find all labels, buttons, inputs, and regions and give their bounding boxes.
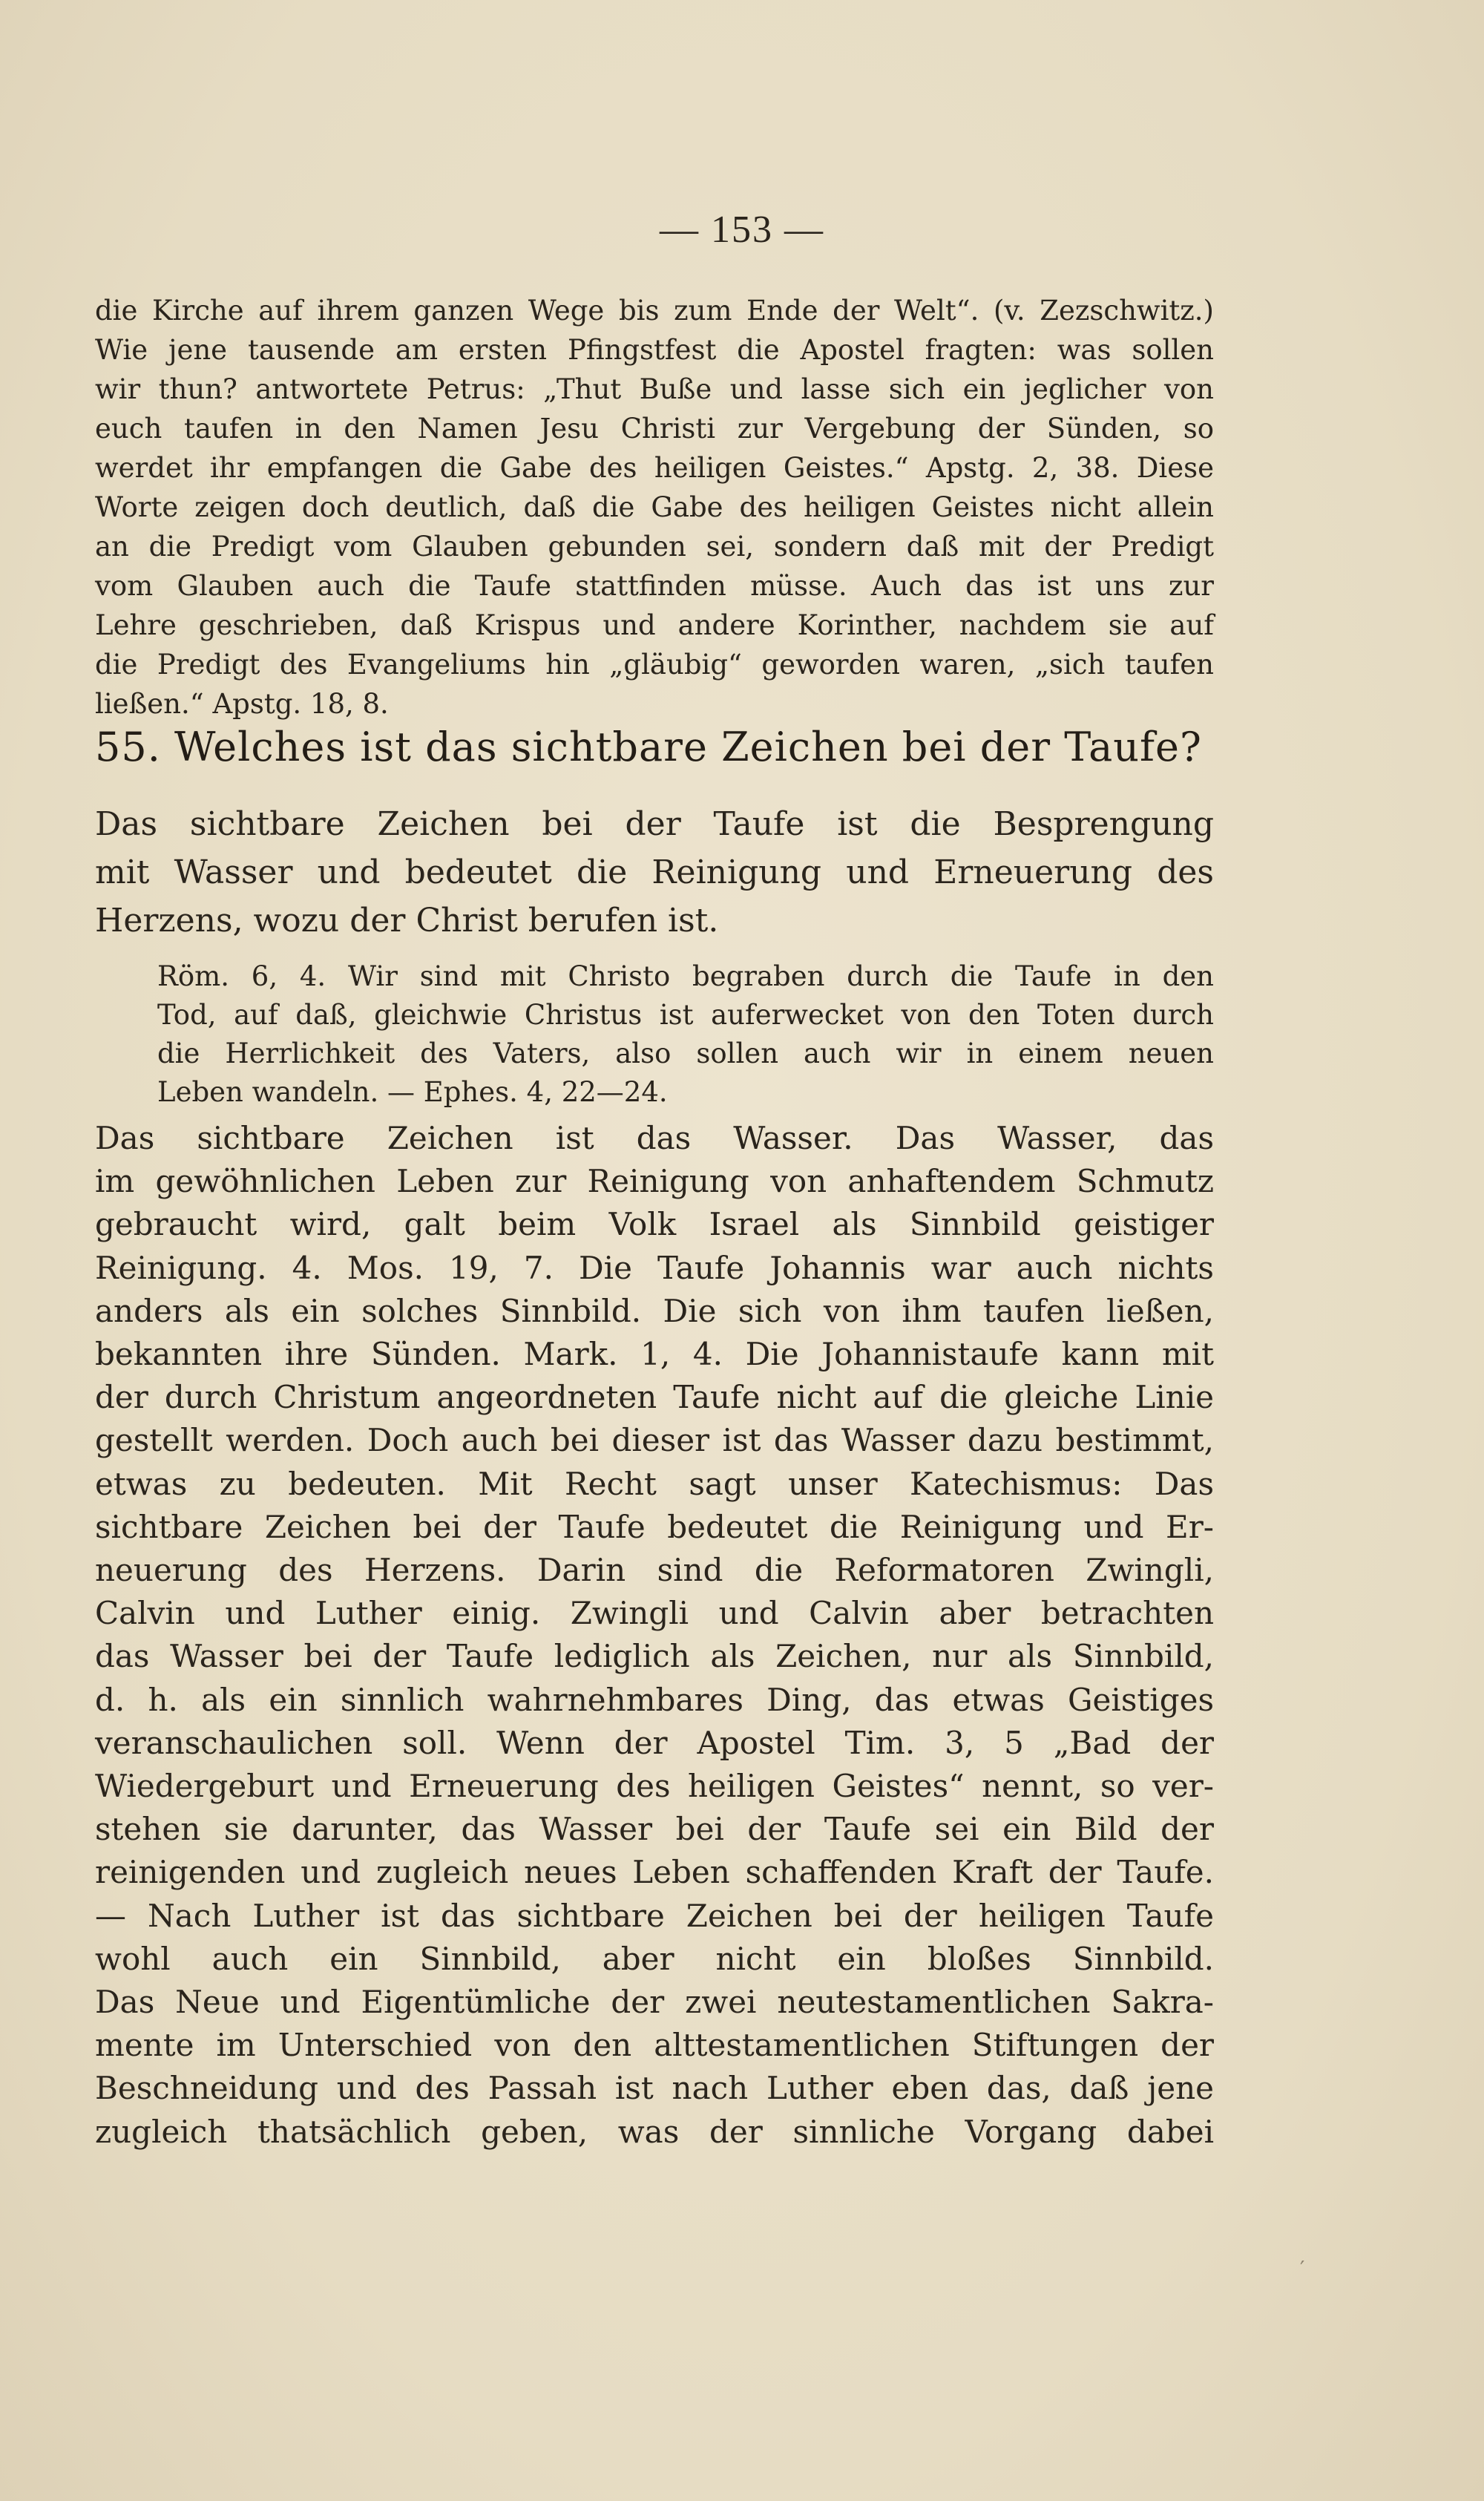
text-line: Wie jene tausende am ersten Pfingstfest die Apostel fragten: was sollen	[95, 334, 1214, 366]
text-line: die Predigt des Evangeliums hin „gläubig“ geworden waren, „sich taufen	[95, 649, 1214, 681]
text-line: — Nach Luther ist das sichtbare Zeichen bei der heiligen Taufe	[95, 1897, 1214, 1934]
text-line: Herzens, wozu der Christ berufen ist.	[95, 902, 719, 940]
text-line: Wiedergeburt und Erneuerung des heiligen Geistes“ nennt, so ver-	[95, 1768, 1214, 1805]
intro-paragraph	[95, 291, 1214, 724]
text-line: sichtbare Zeichen bei der Taufe bedeutet die Reinigung und Er-	[95, 1508, 1214, 1545]
page-number: — 153 —	[660, 209, 824, 251]
text-line: Röm. 6, 4. Wir sind mit Christo begraben durch die Taufe in den	[157, 960, 1214, 992]
text-line: etwas zu bedeuten. Mit Recht sagt unser Katechismus: Das	[95, 1465, 1214, 1502]
text-line: werdet ihr empfangen die Gabe des heiligen Geistes.“ Apstg. 2, 38. Diese	[95, 452, 1214, 484]
text-line: d. h. als ein sinnlich wahrnehmbares Ding, das etwas Geistiges	[95, 1681, 1214, 1718]
question-heading: 55. Welches ist das sichtbare Zeichen bei der Taufe?	[95, 724, 1202, 770]
text-line: Beschneidung und des Passah ist nach Luther eben das, daß jene	[95, 2070, 1214, 2107]
text-line: Leben wandeln. — Ephes. 4, 22—24.	[157, 1076, 668, 1108]
text-line: ließen.“ Apstg. 18, 8.	[95, 688, 389, 720]
text-line: Reinigung. 4. Mos. 19, 7. Die Taufe Johannis war auch nichts	[95, 1249, 1214, 1286]
text-line: zugleich thatsächlich geben, was der sinnliche Vorgang dabei	[95, 2113, 1214, 2150]
text-line: veranschaulichen soll. Wenn der Apostel Tim. 3, 5 „Bad der	[95, 1724, 1214, 1761]
text-line: euch taufen in den Namen Jesu Christi zur Vergebung der Sünden, so	[95, 413, 1214, 445]
text-line: Calvin und Luther einig. Zwingli und Calvin aber betrachten	[95, 1595, 1214, 1632]
text-line: gestellt werden. Doch auch bei dieser ist das Wasser dazu bestimmt,	[95, 1422, 1214, 1459]
text-line: die Herrlichkeit des Vaters, also sollen auch wir in einem neuen	[157, 1038, 1214, 1069]
text-line: Das Neue und Eigentümliche der zwei neutestamentlichen Sakra-	[95, 1984, 1214, 2021]
text-line: mit Wasser und bedeutet die Reinigung und Erneuerung des	[95, 853, 1214, 891]
text-line: gebraucht wird, galt beim Volk Israel als Sinnbild geistiger	[95, 1206, 1214, 1243]
text-line: bekannten ihre Sünden. Mark. 1, 4. Die Johannistaufe kann mit	[95, 1336, 1214, 1373]
text-line: an die Predigt vom Glauben gebunden sei, sondern daß mit der Predigt	[95, 531, 1214, 563]
text-line: Tod, auf daß, gleichwie Christus ist auferwecket von den Toten durch	[157, 999, 1214, 1031]
text-line: Lehre geschrieben, daß Krispus und andere Korinther, nachdem sie auf	[95, 609, 1214, 641]
text-line: wohl auch ein Sinnbild, aber nicht ein bloßes Sinnbild.	[95, 1940, 1214, 1977]
paper-speck: ′	[1300, 2256, 1305, 2281]
text-line: mente im Unterschied von den alttestamentlichen Stiftungen der	[95, 2027, 1214, 2064]
text-line: wir thun? antwortete Petrus: „Thut Buße und lasse sich ein jeglicher von	[95, 373, 1214, 405]
text-line: die Kirche auf ihrem ganzen Wege bis zum Ende der Welt“. (v. Zezschwitz.)	[95, 295, 1214, 327]
text-line: stehen sie darunter, das Wasser bei der Taufe sei ein Bild der	[95, 1811, 1214, 1848]
text-line: das Wasser bei der Taufe lediglich als Zeichen, nur als Sinnbild,	[95, 1638, 1214, 1675]
text-line: anders als ein solches Sinnbild. Die sich von ihm taufen ließen,	[95, 1292, 1214, 1329]
text-line: Das sichtbare Zeichen bei der Taufe ist die Besprengung	[95, 805, 1214, 843]
text-line: der durch Christum angeordneten Taufe nicht auf die gleiche Linie	[95, 1379, 1214, 1416]
text-line: neuerung des Herzens. Darin sind die Reformatoren Zwingli,	[95, 1552, 1214, 1589]
explanation-paragraph	[95, 1117, 1214, 2154]
text-line: reinigenden und zugleich neues Leben schaffenden Kraft der Taufe.	[95, 1854, 1214, 1891]
scripture-citation	[157, 957, 1214, 1112]
text-line: Das sichtbare Zeichen ist das Wasser. Das Wasser, das	[95, 1120, 1214, 1156]
text-line: im gewöhnlichen Leben zur Reinigung von anhaftendem Schmutz	[95, 1163, 1214, 1200]
text-line: Worte zeigen doch deutlich, daß die Gabe des heiligen Geistes nicht allein	[95, 491, 1214, 523]
answer-paragraph	[95, 800, 1214, 945]
text-line: vom Glauben auch die Taufe stattfinden müsse. Auch das ist uns zur	[95, 570, 1214, 602]
